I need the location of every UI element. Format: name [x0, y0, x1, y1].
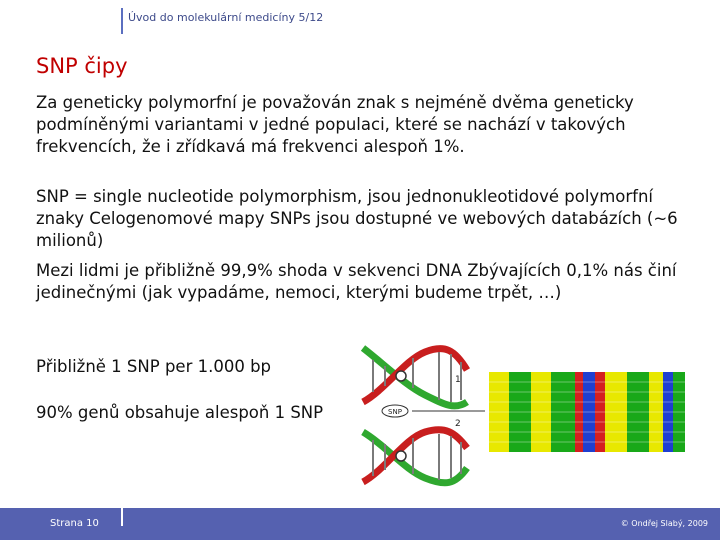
footer-bar	[0, 508, 720, 540]
footer-divider	[121, 508, 123, 526]
header-title: Úvod do molekulární medicíny 5/12	[128, 11, 324, 24]
paragraph-dna-similarity: Mezi lidmi je přibližně 99,9% shoda v sekvenci DNA Zbývajících 0,1% nás činí jedinečnými (jak vypadáme, nemoci, kterými budeme trpět, …)	[36, 261, 677, 302]
helix-marker-1: 1	[455, 375, 461, 385]
page-number: Strana 10	[50, 518, 99, 529]
paragraph-genes-snp: 90% genů obsahuje alespoň 1 SNP	[36, 403, 324, 422]
paragraph-definition: Za geneticky polymorfní je považován znak s nejméně dvěma geneticky podmíněnými variantami v jedné populaci, které se nachází v takových frekvencích, že i zřídkavá má frekvenci alespoň 1%.	[36, 93, 634, 156]
snp-callout-label: SNP	[388, 408, 402, 416]
sequence-alignment	[489, 372, 685, 452]
paragraph-snp-frequency: Přibližně 1 SNP per 1.000 bp	[36, 357, 272, 376]
footer-copyright: © Ondřej Slabý, 2009	[620, 519, 708, 528]
paragraph-snp-definition: SNP = single nucleotide polymorphism, jsou jednonukleotidové polymorfní znaky Celogenomové mapy SNPs jsou dostupné ve webových databázích (~6 milionů)	[36, 187, 678, 250]
slide-title: SNP čipy	[36, 54, 128, 78]
dna-helix-bottom	[363, 430, 467, 483]
dna-helix-top	[363, 348, 467, 406]
helix-marker-2: 2	[455, 419, 461, 429]
snp-dna-illustration	[355, 340, 695, 495]
header-divider	[121, 8, 123, 34]
